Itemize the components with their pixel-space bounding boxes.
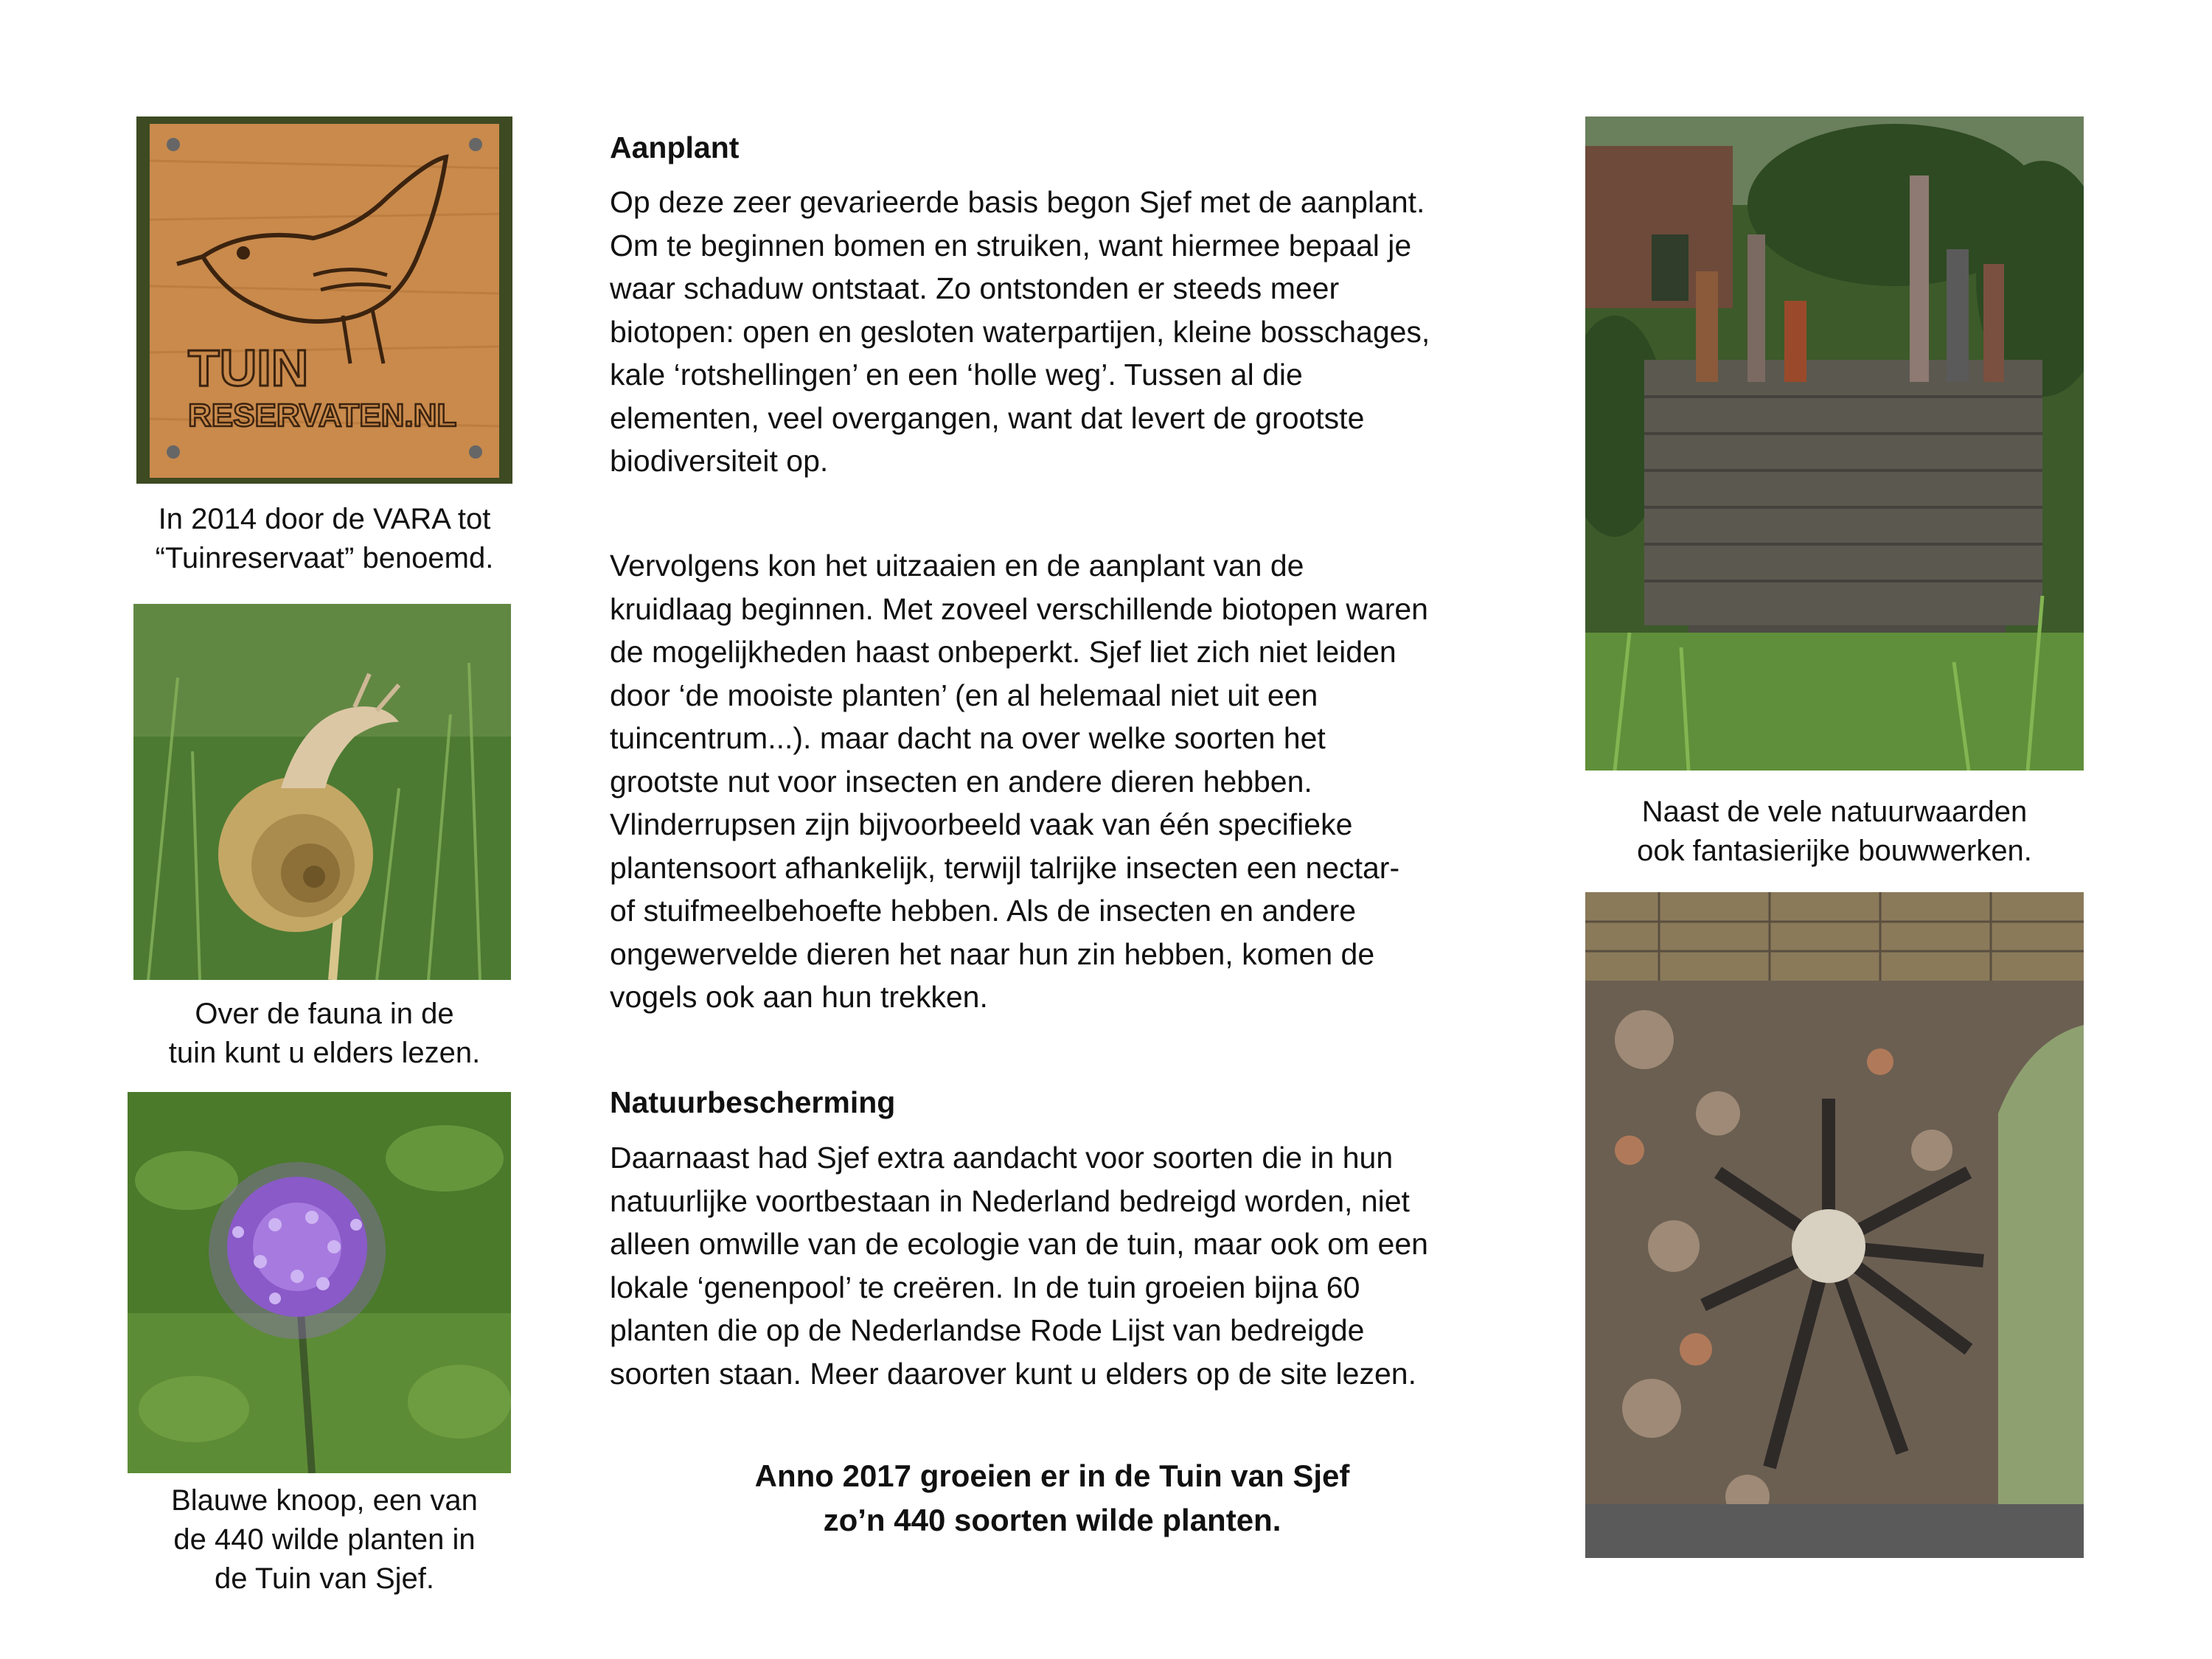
text-line: de mogelijkheden haast onbeperkt. Sjef liet zich niet leiden <box>610 635 1397 669</box>
structure-image <box>1585 116 2084 771</box>
text-line: kale ‘rotshellingen’ en een ‘holle weg’. Tussen al die <box>610 358 1303 392</box>
plaque-photo <box>136 116 512 484</box>
text-line: waar schaduw ontstaat. Zo ontstonden er steeds meer <box>610 271 1340 305</box>
closing-statement <box>610 1454 1495 1543</box>
text-line: grootste nut voor insecten en andere dieren hebben. <box>610 764 1312 799</box>
text-line: elementen, veel overgangen, want dat levert de grootste <box>610 400 1365 435</box>
text-line: biotopen: open en gesloten waterpartijen, kleine bosschages, <box>610 314 1430 349</box>
structure-caption <box>1591 793 2078 871</box>
text-line: soorten staan. Meer daarover kunt u elders op de site lezen. <box>610 1356 1416 1391</box>
flower-caption <box>111 1481 538 1599</box>
text-line: ongewervelde dieren het naar hun zin hebben, komen de <box>610 936 1375 971</box>
plaque-caption <box>111 500 538 578</box>
structure-caption-line: Naast de vele natuurwaarden <box>1641 796 2028 828</box>
text-line: planten die op de Nederlandse Rode Lijst van bedreigde <box>610 1313 1365 1347</box>
text-line: biodiversiteit op. <box>610 444 829 478</box>
natuurbescherming-paragraph <box>610 1136 1428 1395</box>
text-line: Op deze zeer gevarieerde basis begon Sjef met de aanplant. <box>610 185 1425 219</box>
mosaic-image <box>1585 892 2084 1558</box>
text-line: natuurlijke voortbestaan in Nederland bedreigd worden, niet <box>610 1183 1410 1218</box>
section-heading-aanplant: Aanplant <box>610 131 740 164</box>
flower-caption-line: de Tuin van Sjef. <box>215 1562 434 1595</box>
flower-photo <box>128 1092 511 1473</box>
text-line: of stuifmeelbehoefte hebben. Als de insecten en andere <box>610 894 1357 928</box>
plaque-caption-line: In 2014 door de VARA tot <box>158 503 491 535</box>
flower-image <box>128 1092 511 1473</box>
text-line: alleen omwille van de ecologie van de tuin, maar ook om een <box>610 1227 1428 1261</box>
plaque-logo-line2: RESERVATEN.NL <box>188 397 457 434</box>
closing-line: zo’n 440 soorten wilde planten. <box>823 1503 1281 1537</box>
text-line: lokale ‘genenpool’ te creëren. In de tuin groeien bijna 60 <box>610 1270 1360 1304</box>
text-line: Vervolgens kon het uitzaaien en de aanplant van de <box>610 549 1304 582</box>
snail-caption-line: tuin kunt u elders lezen. <box>168 1037 481 1069</box>
plaque-caption-line: “Tuinreservaat” benoemd. <box>155 542 494 574</box>
snail-caption <box>111 995 538 1073</box>
structure-caption-line: ook fantasierijke bouwwerken. <box>1637 835 2032 867</box>
text-line: plantensoort afhankelijk, terwijl talrijke insecten een nectar- <box>610 850 1400 885</box>
text-line: Daarnaast had Sjef extra aandacht voor soorten die in hun <box>610 1141 1394 1175</box>
text-line: Om te beginnen bomen en struiken, want hiermee bepaal je <box>610 228 1412 262</box>
plaque-logo-line1: TUIN <box>188 339 309 397</box>
flower-caption-line: de 440 wilde planten in <box>173 1523 476 1556</box>
section-heading-natuurbescherming: Natuurbescherming <box>610 1085 896 1119</box>
text-line: Vlinderrupsen zijn bijvoorbeeld vaak van één specifieke <box>610 807 1353 841</box>
snail-photo <box>133 604 511 980</box>
flower-caption-line: Blauwe knoop, een van <box>171 1484 478 1517</box>
text-line: vogels ook aan hun trekken. <box>610 980 988 1014</box>
snail-image <box>133 604 511 980</box>
structure-photo <box>1585 116 2084 771</box>
mosaic-photo <box>1585 892 2084 1558</box>
plaque-image <box>136 116 512 484</box>
text-line: door ‘de mooiste planten’ (en al helemaal niet uit een <box>610 678 1318 712</box>
text-line: kruidlaag beginnen. Met zoveel verschillende biotopen waren <box>610 591 1428 626</box>
text-line: tuincentrum...). maar dacht na over welke soorten het <box>610 721 1326 755</box>
snail-caption-line: Over de fauna in de <box>195 998 454 1030</box>
aanplant-paragraph-1 <box>610 181 1430 483</box>
aanplant-paragraph-2 <box>610 544 1428 1019</box>
closing-line: Anno 2017 groeien er in de Tuin van Sjef <box>754 1458 1350 1493</box>
